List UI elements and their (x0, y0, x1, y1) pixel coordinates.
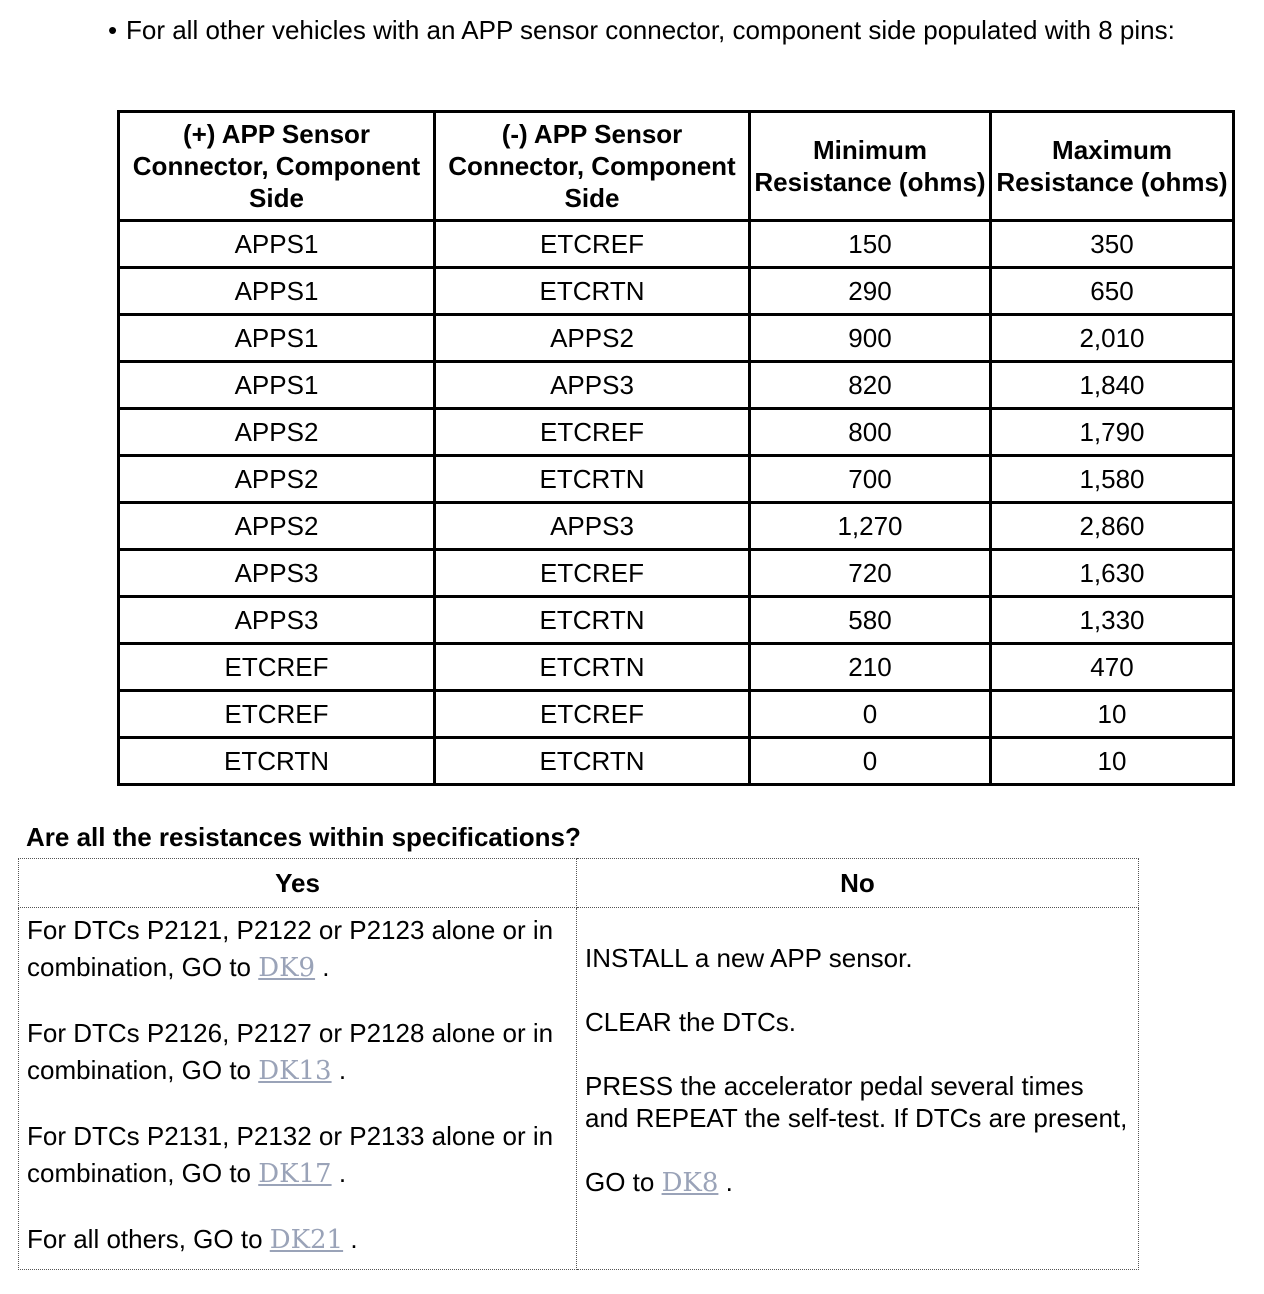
dk8-link[interactable]: DK8 (661, 1168, 719, 1198)
cell-max: 10 (991, 738, 1234, 785)
yes-instruction-suffix: . (331, 1158, 347, 1188)
answer-table (18, 858, 1139, 1270)
cell-negative: ETCRTN (435, 268, 750, 315)
cell-min: 900 (750, 315, 991, 362)
table-row (119, 550, 1234, 597)
cell-positive: APPS1 (119, 221, 435, 268)
cell-positive: ETCREF (119, 644, 435, 691)
yes-instruction (27, 1221, 568, 1259)
cell-positive: APPS1 (119, 268, 435, 315)
cell-max: 650 (991, 268, 1234, 315)
cell-negative: ETCREF (435, 221, 750, 268)
yes-cell (19, 908, 577, 1270)
cell-negative: ETCREF (435, 691, 750, 738)
table-row (119, 362, 1234, 409)
cell-min: 0 (750, 691, 991, 738)
cell-positive: APPS2 (119, 409, 435, 456)
resistance-spec-table (117, 110, 1235, 786)
cell-negative: APPS3 (435, 503, 750, 550)
header-max-resistance: Maximum Resistance (ohms) (991, 112, 1234, 221)
table-row (119, 503, 1234, 550)
cell-positive: APPS1 (119, 362, 435, 409)
no-install-step: INSTALL a new APP sensor. (585, 943, 913, 973)
no-goto-text: GO to (585, 1167, 662, 1197)
cell-max: 350 (991, 221, 1234, 268)
cell-min: 150 (750, 221, 991, 268)
dk17-link[interactable]: DK17 (258, 1159, 332, 1189)
cell-max: 1,330 (991, 597, 1234, 644)
cell-positive: APPS1 (119, 315, 435, 362)
table-row (119, 691, 1234, 738)
cell-negative: ETCRTN (435, 597, 750, 644)
cell-negative: ETCREF (435, 550, 750, 597)
no-cell (577, 908, 1139, 1270)
cell-positive: ETCRTN (119, 738, 435, 785)
dk9-link[interactable]: DK9 (258, 953, 316, 983)
cell-min: 290 (750, 268, 991, 315)
yes-instruction-text: For all others, GO to (27, 1224, 270, 1254)
no-header: No (577, 859, 1139, 908)
cell-negative: ETCREF (435, 409, 750, 456)
dk21-link[interactable]: DK21 (269, 1225, 344, 1255)
no-goto-step (585, 1166, 1130, 1199)
cell-max: 1,840 (991, 362, 1234, 409)
no-goto-suffix: . (718, 1167, 733, 1197)
table-row (119, 268, 1234, 315)
cell-min: 800 (750, 409, 991, 456)
cell-positive: ETCREF (119, 691, 435, 738)
table-row (119, 221, 1234, 268)
intro-text: For all other vehicles with an APP sensor connector, component side populated with 8 pins: (126, 15, 1175, 45)
table-row (119, 456, 1234, 503)
cell-negative: ETCRTN (435, 456, 750, 503)
header-positive-connector: (+) APP Sensor Connector, Component Side (119, 112, 435, 221)
yes-instruction-text: For DTCs P2121, P2122 or P2123 alone or in combination, GO to (27, 915, 554, 982)
yes-instruction-suffix: . (331, 1055, 347, 1085)
answer-header-row (19, 859, 1139, 908)
header-min-resistance: Minimum Resistance (ohms) (750, 112, 991, 221)
cell-max: 1,580 (991, 456, 1234, 503)
cell-min: 210 (750, 644, 991, 691)
cell-min: 820 (750, 362, 991, 409)
cell-negative: APPS3 (435, 362, 750, 409)
no-press-step: PRESS the accelerator pedal several times and REPEAT the self-test. If DTCs are present, (585, 1071, 1128, 1133)
table-row (119, 644, 1234, 691)
table-row (119, 738, 1234, 785)
cell-negative: APPS2 (435, 315, 750, 362)
yes-instruction (27, 1118, 568, 1193)
yes-header: Yes (19, 859, 577, 908)
answer-row (19, 908, 1139, 1270)
cell-positive: APPS3 (119, 550, 435, 597)
table-row (119, 597, 1234, 644)
cell-max: 2,860 (991, 503, 1234, 550)
no-clear-step: CLEAR the DTCs. (585, 1007, 796, 1037)
yes-instruction-text: For DTCs P2131, P2132 or P2133 alone or in combination, GO to (27, 1121, 554, 1188)
cell-positive: APPS3 (119, 597, 435, 644)
cell-max: 10 (991, 691, 1234, 738)
table-row (119, 409, 1234, 456)
yes-instruction (27, 912, 568, 987)
cell-max: 1,630 (991, 550, 1234, 597)
table-row (119, 315, 1234, 362)
yes-instruction-suffix: . (315, 952, 330, 982)
cell-positive: APPS2 (119, 503, 435, 550)
cell-max: 470 (991, 644, 1234, 691)
table-header-row (119, 112, 1234, 221)
question-heading: Are all the resistances within specifications? (26, 822, 581, 852)
cell-min: 0 (750, 738, 991, 785)
cell-min: 720 (750, 550, 991, 597)
dk13-link[interactable]: DK13 (258, 1056, 332, 1086)
bullet-point: • (108, 15, 118, 45)
yes-instruction (27, 1015, 568, 1090)
yes-instruction-text: For DTCs P2126, P2127 or P2128 alone or in combination, GO to (27, 1018, 554, 1085)
cell-min: 580 (750, 597, 991, 644)
intro-bullet-line (108, 14, 1208, 47)
cell-negative: ETCRTN (435, 644, 750, 691)
cell-min: 700 (750, 456, 991, 503)
cell-positive: APPS2 (119, 456, 435, 503)
cell-max: 1,790 (991, 409, 1234, 456)
yes-instruction-suffix: . (343, 1224, 358, 1254)
cell-min: 1,270 (750, 503, 991, 550)
header-negative-connector: (-) APP Sensor Connector, Component Side (435, 112, 750, 221)
cell-negative: ETCRTN (435, 738, 750, 785)
cell-max: 2,010 (991, 315, 1234, 362)
